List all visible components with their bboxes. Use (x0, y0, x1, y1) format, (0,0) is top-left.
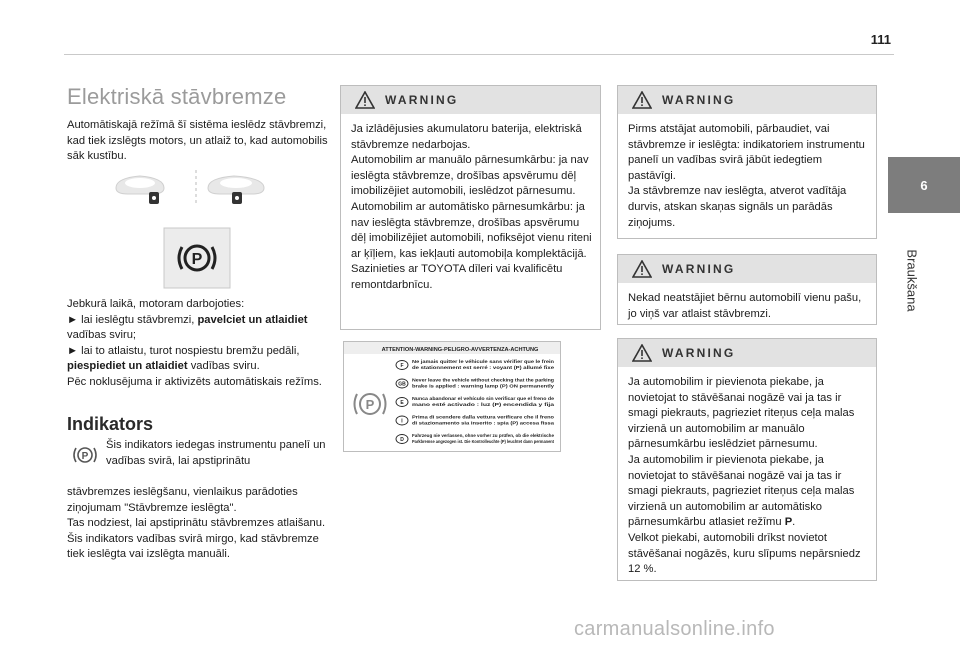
warning-header (618, 339, 876, 367)
label-row (396, 433, 555, 444)
warning-text: Pirms atstājat automobili, pārbaudiet, vai stāvbremze ir ieslēgta: indikatoriem instrumentu panelī un vadības svirā jābūt iedegtiem pastāvīgi. Ja stāvbremze nav ieslēgta, atverot vadītāja durvis, atskan skaņas signāls un parādās ziņojums. (628, 123, 865, 229)
bullet-release-bold: piespiediet un atlaidiet (67, 360, 188, 373)
parking-brake-switch-illustration (163, 227, 231, 289)
warning-header (618, 255, 876, 283)
chapter-label (903, 230, 921, 330)
manual-intro: Jebkurā laikā, motoram darbojoties: (67, 298, 245, 310)
warning-label-illustration (343, 341, 561, 452)
column-1-instructions (67, 297, 331, 391)
warning-header (341, 86, 600, 114)
label-row-text: Fahrzeug nie verlassen, ohne vorher zu prüfen, ob die elektrische (412, 433, 555, 438)
label-row-text: Prima di scendere dalla vettura verificare che il freno (412, 414, 555, 420)
default-mode-note: Pēc noklusējuma ir aktivizēts automātiskais režīms. (67, 375, 322, 388)
label-row-text: di stazionamento sia inserito : spia (P) accesa fissa (412, 420, 555, 426)
warning-box-child (617, 254, 877, 325)
warning-box-check-brake (617, 85, 877, 239)
warning-triangle-icon (632, 91, 652, 109)
label-row (396, 396, 555, 407)
country-code: GB (398, 381, 406, 388)
label-row-text: Nunca abandonar el vehículo sin verificar que el freno de (412, 396, 555, 401)
country-code: F (400, 363, 404, 369)
steering-wheel-illustration (112, 168, 280, 208)
column-1-top (67, 84, 329, 165)
label-row (396, 378, 555, 389)
warning-box-battery (340, 85, 601, 330)
warning-text: Ja izlādējusies akumulatoru baterija, elektriskā stāvbremze nedarbojas. Automobilim ar manuālo pārnesumkārbu: ja nav ieslēgta stāvbremze, drošības apsvērumu dēļ imobilizējiet automobili, ieslēdzot pārnesumu. Automobilim ar automātisko pārnesumkārbu: ja nav ieslēgta stāvbremze, drošības apsvērumu dēļ imobilizējiet automobili, nofiksējot vienu riteni ar ķīļiem, kas iekļauti automobiļa komplektācijā. Sazinieties ar TOYOTA dīleri vai kvalificētu remontdarbnīcu. (351, 123, 592, 291)
bullet-release-prefix: ► lai to atlaistu, turot nospiestu bremžu pedāli, (67, 344, 300, 357)
bullet-apply-bold: pavelciet un atlaidiet (197, 313, 308, 326)
chapter-number: 6 (920, 177, 928, 193)
label-row-text: mano esté activado : luz (P) encendida y fija (412, 402, 555, 408)
label-row-text: Never leave the vehicle without checking that the parking (412, 377, 555, 383)
warning-label-svg (344, 342, 560, 451)
country-code: I (401, 418, 403, 425)
bullet-release (67, 344, 331, 375)
warning-triangle-icon (355, 91, 375, 109)
page-number: 111 (870, 32, 891, 47)
section-title: Elektriskā stāvbremze (67, 84, 287, 109)
label-row (396, 415, 555, 426)
indicator-heading: Indikators (67, 414, 154, 434)
bullet-release-suffix: vadības sviru. (187, 360, 260, 373)
label-banner: ATTENTION-WARNING-PELIGRO-AVVERTENZA-ACHTUNG (381, 347, 539, 353)
svg-text:P: P (191, 251, 203, 268)
svg-text:P: P (365, 397, 375, 412)
watermark: carmanualsonline.info (574, 618, 775, 640)
label-row (396, 359, 555, 370)
indicator-text-first: Šis indikators iedegas instrumentu panelī un vadības svirā, lai apstiprinātu (106, 439, 326, 467)
bullet-apply-suffix: vadības sviru; (67, 329, 137, 342)
warning-title: WARNING (662, 262, 736, 276)
country-code: E (400, 400, 404, 406)
country-code: D (400, 437, 404, 443)
steering-wheel-icon (116, 176, 164, 204)
bullet-apply (67, 313, 331, 344)
warning-title: WARNING (385, 93, 459, 107)
warning-text-bold: P (784, 516, 793, 529)
warning-header (618, 86, 876, 114)
label-row-text: de stationnement est serré : voyant (P) allumé fixe (412, 365, 555, 371)
warning-text-part: Ja automobilim ir pievienota piekabe, ja novietojat to stāvēšanai nogāzē vai ja tas ir smagi piekrauts, pagrieziet riteņus ceļa malas virzienā un automobilim ar manuālo pārnesumkārbu ieslēdziet pārnesumu. Ja automobilim ir pievienota piekabe, ja novietojat to stāvēšanai nogāzē vai ja tas ir smagi piekrauts, pagrieziet riteņus ceļa malas virzienā un automobilim ar automātisko pārnesumkārbu atlasiet režīmu (628, 376, 855, 529)
chapter-label-text: Braukšana (904, 248, 920, 312)
svg-text:P: P (81, 451, 89, 462)
intro-paragraph: Automātiskajā režīmā šī sistēma ieslēdz stāvbremzi, kad tiek izslēgts motors, un atlaiž to, kad automobilis sāk kustību. (67, 119, 328, 163)
warning-text (618, 367, 876, 578)
warning-triangle-icon (632, 344, 652, 362)
label-row-text: brake is applied : warning lamp (P) ON permanently (412, 383, 555, 389)
warning-title: WARNING (662, 93, 736, 107)
warning-text: Nekad neatstājiet bērnu automobilī vienu pašu, jo viņš var atlaist stāvbremzi. (628, 292, 862, 320)
warning-triangle-icon (632, 260, 652, 278)
chapter-tab[interactable] (888, 157, 960, 213)
warning-text-part: . Velkot piekabi, automobili drīkst novietot stāvēšanai nogāzēs, kuru slīpums nepārsniedz 12 %. (628, 516, 861, 576)
parking-brake-icon (70, 443, 100, 467)
warning-title: WARNING (662, 346, 736, 360)
bullet-apply-prefix: ► lai ieslēgtu stāvbremzi, (67, 313, 198, 326)
top-divider (64, 54, 894, 55)
steering-wheel-icon (208, 176, 264, 204)
label-row-text: Ne jamais quitter le véhicule sans vérifier que le frein (412, 359, 555, 364)
warning-box-trailer (617, 338, 877, 581)
label-row-text: Parkbremse angezogen ist. Die Kontrolleuchte (P) leuchtet dann permanent (412, 439, 555, 445)
indicator-text-rest: stāvbremzes ieslēgšanu, vienlaikus parādoties ziņojumam "Stāvbremze ieslēgta". Tas nodziest, lai apstiprinātu stāvbremzes atlaišanu. Šis indikators vadības svirā mirgo, kad stāvbremze tiek ieslēgta vai izslēgta manuāli. (67, 486, 326, 561)
